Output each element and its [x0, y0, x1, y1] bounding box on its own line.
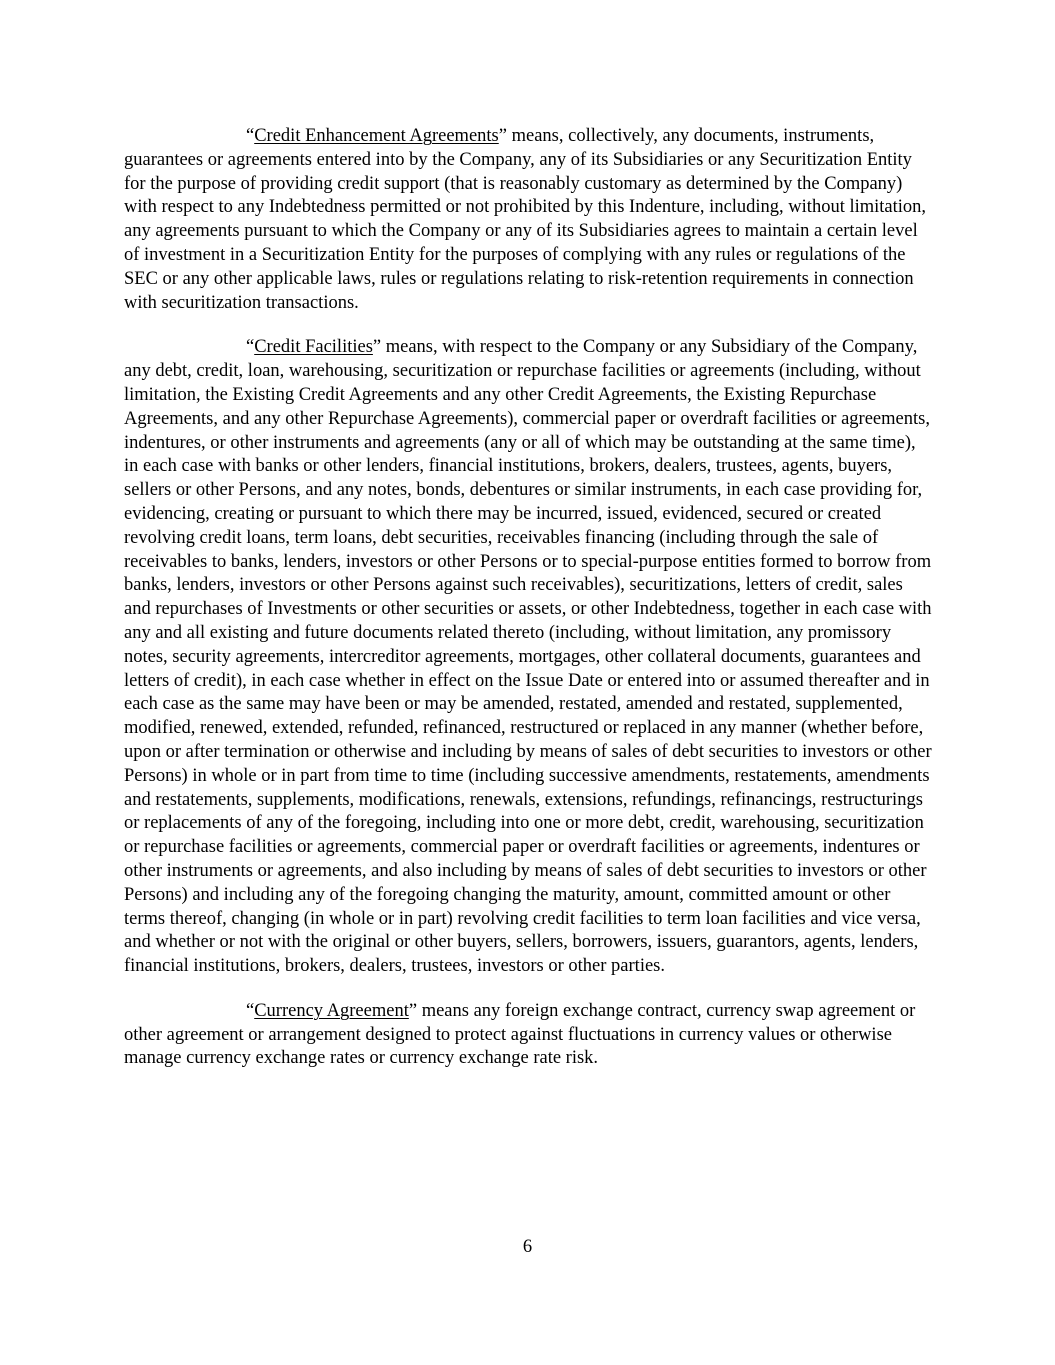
defined-term: Currency Agreement [254, 1000, 409, 1021]
document-page [124, 125, 934, 1092]
definition-body: means any foreign exchange contract, currency swap agreement or other agreement or arrangement designed to protect against fluctuations in currency values or otherwise manage currency exchange rates or currency exchange rate risk. [124, 1000, 916, 1069]
definition-body: means, collectively, any documents, instruments, guarantees or agreements entered into by the Company, any of its Subsidiaries or any Securitization Entity for the purpose of providing credit support (that is reasonably customary as determined by the Company) with respect to any Indebtedness permitted or not prohibited by this Indenture, including, without limitation, any agreements pursuant to which the Company or any of its Subsidiaries agrees to maintain a certain level of investment in a Securitization Entity for the purposes of complying with any rules or regulations of the SEC or any other applicable laws, rules or regulations relating to risk-retention requirements in connection with securitization transactions. [124, 126, 927, 313]
open-quote: “ [246, 1000, 255, 1021]
definition-credit-facilities [124, 336, 934, 979]
defined-term: Credit Facilities [254, 337, 373, 358]
page-number: 6 [522, 1237, 533, 1257]
close-quote: ” [498, 126, 507, 146]
open-quote: “ [246, 126, 255, 146]
definition-body: means, with respect to the Company or any Subsidiary of the Company, any debt, credit, loan, warehousing, securitization or repurchase facilities or agreements (including, without limitation, the Existing Credit Agreements and any other Credit Agreements, the Existing Repurchase Agreements, and any other Repurchase Agreements), commercial paper or overdraft facilities or agreements, indentures, or other instruments and agreements (any or all of which may be outstanding at the same time), in each case with banks or other lenders, financial institutions, brokers, dealers, trustees, agents, buyers, sellers or other Persons, and any notes, bonds, debentures or similar instruments, in each case providing for, evidencing, creating or pursuant to which there may be incurred, issued, evidenced, secured or created revolving credit loans, term loans, debt securities, receivables financing (including through the sale of receivables to banks, lenders, investors or other Persons or to special-purpose entities formed to borrow from banks, lenders, investors or other Persons against such receivables), securitizations, letters of credit, sales and repurchases of Investments or other securities or assets, or other Indebtedness, together in each case with any and all existing and future documents related thereto (including, without limitation, any promissory notes, security agreements, intercreditor agreements, mortgages, other collateral documents, guarantees and letters of credit), in each case whether in effect on the Issue Date or entered into or assumed thereafter and in each case as the same may have been or may be amended, restated, amended and restated, supplemented, modified, renewed, extended, refunded, refinanced, restructured or replaced in any manner (whether before, upon or after termination or otherwise and including by means of sales of debt securities to investors or other Persons) in whole or in part from time to time (including successive amendments, restatements, amendments and restatements, supplements, modifications, renewals, extensions, refundings, refinancings, restructurings or replacements of any of the foregoing, including into one or more debt, credit, warehousing, securitization or repurchase facilities or agreements, commercial paper or overdraft facilities or agreements, indentures or other instruments or agreements, and also including by means of sales of debt securities to investors or other Persons) and including any of the foregoing changing the maturity, amount, committed amount or other terms thereof, changing (in whole or in part) revolving credit facilities to term loan facilities and vice versa, and whether or not with the original or other buyers, sellers, borrowers, issuers, guarantors, agents, lenders, financial institutions, brokers, dealers, trustees, investors or other parties. [124, 337, 932, 977]
close-quote: ” [408, 1000, 418, 1021]
definition-currency-agreement [124, 1000, 934, 1071]
open-quote: “ [246, 337, 255, 358]
definition-credit-enhancement-agreements [124, 125, 934, 315]
defined-term: Credit Enhancement Agreements [254, 126, 499, 146]
close-quote: ” [372, 337, 382, 358]
